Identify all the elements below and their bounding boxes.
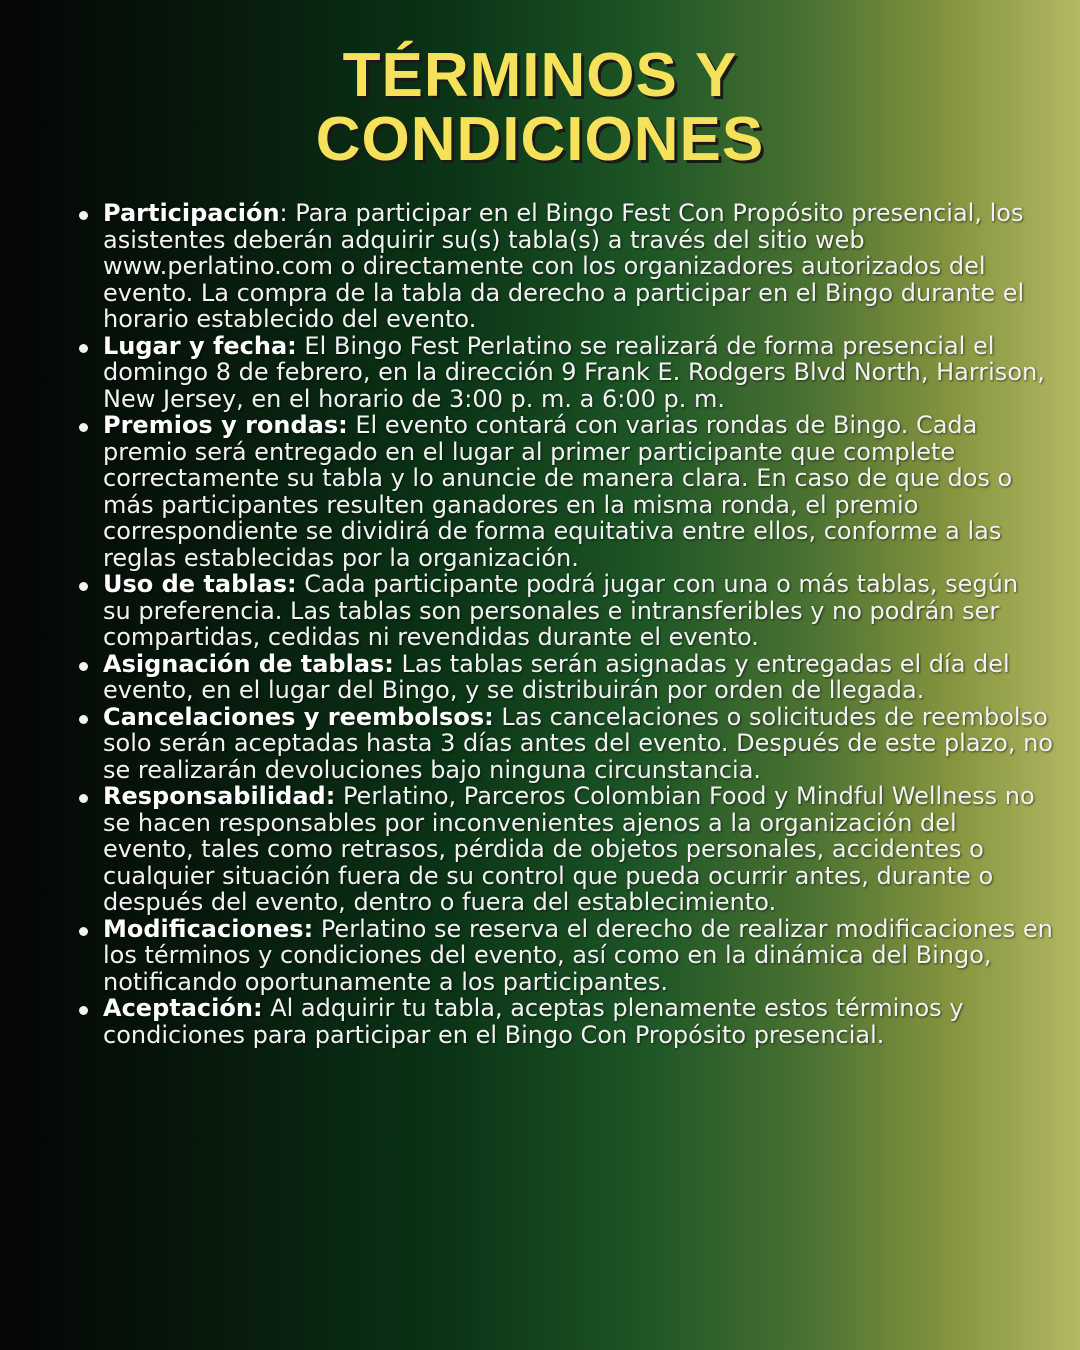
term-item [103,704,1053,784]
term-heading: Aceptación [103,994,253,1022]
terms-list [78,200,1053,1048]
term-item [103,571,1053,651]
term-separator: : [484,702,494,731]
bullet-icon [79,927,88,936]
term-text: Perlatino, Parceros Colombian Food y Mindful Wellness no se hacen responsables por inconvenientes ajenos a la organización del evento, tales como retrasos, pérdida de objetos personales, accidentes o cualquier situación fuera de su control que pueda ocurrir antes, durante o después del evento, dentro o fuera del establecimiento. [103,782,1035,916]
page-title [0,41,1080,174]
term-text: Las cancelaciones o solicitudes de reembolso solo serán aceptadas hasta 3 días antes del evento. Después de este plazo, no se realizarán devoluciones bajo ninguna circunstancia. [103,702,1053,784]
term-text: Para participar en el Bingo Fest Con Propósito presencial, los asistentes deberán adquirir su(s) tabla(s) a través del sitio web www.perlatino.com o directamente con los organizadores autorizados del evento. La compra de la tabla da derecho a participar en el Bingo durante el horario establecido del evento. [103,199,1025,333]
term-item [103,916,1053,996]
term-item [103,995,1053,1048]
term-separator: : [325,782,336,810]
term-heading: Responsabilidad [103,782,326,810]
bullet-icon [79,582,88,591]
bullet-icon [79,423,88,432]
term-separator: : [384,649,394,678]
term-heading: Lugar y fecha [103,331,288,360]
term-text: Al adquirir tu tabla, aceptas plenamente estos términos y condiciones para participar en el Bingo Con Propósito presencial. [103,994,964,1049]
bullet-icon [79,715,88,724]
term-separator: : [303,914,314,943]
term-heading: Premios y rondas [103,411,339,439]
term-item [103,333,1053,413]
term-separator: : [279,199,288,227]
term-separator: : [287,331,297,360]
bullet-icon [79,211,88,220]
term-separator: : [286,570,297,598]
term-text: Perlatino se reserva el derecho de realizar modificaciones en los términos y condiciones del evento, así como en la dinámica del Bingo, notificando oportunamente a los participantes. [103,914,1053,996]
term-item [103,200,1053,333]
term-item [103,412,1053,571]
bullet-icon [79,794,88,803]
bullet-icon [79,344,88,353]
term-heading: Uso de tablas [103,570,287,598]
term-item [103,783,1053,916]
title-line-1: TÉRMINOS Y [342,41,738,110]
term-item [103,651,1053,704]
term-text: Las tablas serán asignadas y entregadas el día del evento, en el lugar del Bingo, y se distribuirán por orden de llegada. [103,649,1010,704]
bullet-icon [79,662,88,671]
term-heading: Participación [103,199,280,227]
term-heading: Modificaciones [103,914,304,943]
term-separator: : [338,411,348,439]
title-line-2: CONDICIONES [315,105,765,174]
bullet-icon [79,1006,88,1015]
term-heading: Asignación de tablas [103,649,385,678]
term-separator: : [252,994,263,1022]
term-text: El evento contará con varias rondas de Bingo. Cada premio será entregado en el lugar al primer participante que complete correctamente su tabla y lo anuncie de manera clara. En caso de que dos o más participantes resulten ganadores en la misma ronda, el premio correspondiente se dividirá de forma equitativa entre ellos, conforme a las reglas establecidas por la organización. [103,411,1013,572]
term-text: El Bingo Fest Perlatino se realizará de forma presencial el domingo 8 de febrero, en la dirección 9 Frank E. Rodgers Blvd North, Harrison, New Jersey, en el horario de 3:00 p. m. a 6:00 p. m. [103,331,1045,413]
term-text: Cada participante podrá jugar con una o más tablas, según su preferencia. Las tablas son personales e intransferibles y no podrán ser compartidas, cedidas ni revendidas durante el evento. [103,570,1019,651]
term-heading: Cancelaciones y reembolsos [103,702,485,731]
